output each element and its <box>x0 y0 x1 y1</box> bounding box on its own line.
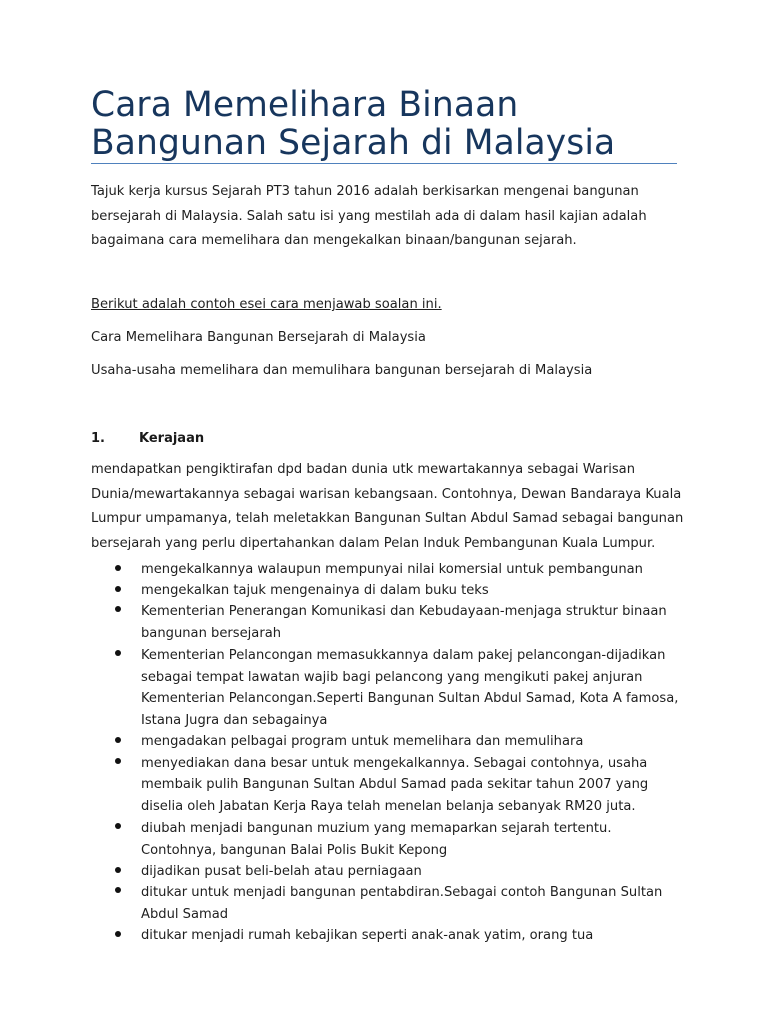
list-item: ditukar untuk menjadi bangunan pentabdiran.Sebagai contoh Bangunan Sultan Abdul Samad <box>115 882 685 926</box>
bullet-icon <box>115 606 121 612</box>
essay-subtitle: Usaha-usaha memelihara dan memulihara bangunan bersejarah di Malaysia <box>91 363 593 378</box>
section-heading: Kerajaan <box>139 431 205 446</box>
bullet-icon <box>115 931 121 937</box>
bullet-icon <box>115 867 121 873</box>
list-item: mengekalkannya walaupun mempunyai nilai komersial untuk pembangunan <box>115 560 685 581</box>
section-body: mendapatkan pengiktirafan dpd badan dunia utk mewartakannya sebagai Warisan Dunia/mewartakannya sebagai warisan kebangsaan. Contohnya, Dewan Bandaraya Kuala Lumpur umpamanya, telah meletakkan Bangunan Sultan Abdul Samad sebagai bangunan bersejarah yang perlu dipertahankan dalam Pelan Induk Pembangunan Kuala Lumpur. <box>91 462 684 552</box>
list-item: mengadakan pelbagai program untuk memelihara dan memulihara <box>115 732 685 753</box>
bullet-list <box>115 560 685 946</box>
page-title: Cara Memelihara Binaan Bangunan Sejarah di Malaysia <box>91 85 616 163</box>
list-item: mengekalkan tajuk mengenainya di dalam buku teks <box>115 581 685 602</box>
bullet-icon <box>115 565 121 571</box>
list-item: dijadikan pusat beli-belah atau perniagaan <box>115 862 685 883</box>
list-item: Kementerian Pelancongan memasukkannya dalam pakej pelancongan-dijadikan sebagai tempat lawatan wajib bagi pelancong yang mengikuti pakej anjuran Kementerian Pelancongan.Seperti Bangunan Sultan Abdul Samad, Kota A famosa, Istana Jugra dan sebagainya <box>115 645 685 732</box>
section-number: 1. <box>91 431 105 446</box>
bullet-icon <box>115 737 121 743</box>
list-item: diubah menjadi bangunan muzium yang memaparkan sejarah tertentu. Contohnya, bangunan Balai Polis Bukit Kepong <box>115 818 685 862</box>
list-item: Kementerian Penerangan Komunikasi dan Kebudayaan-menjaga struktur binaan bangunan bersejarah <box>115 601 685 645</box>
bullet-icon <box>115 887 121 893</box>
bullet-icon <box>115 650 121 656</box>
list-item: menyediakan dana besar untuk mengekalkannya. Sebagai contohnya, usaha membaik pulih Bangunan Sultan Abdul Samad pada sekitar tahun 2007 yang diselia oleh Jabatan Kerja Raya telah menelan belanja sebanyak RM20 juta. <box>115 753 685 818</box>
bullet-icon <box>115 586 121 592</box>
list-item: ditukar menjadi rumah kebajikan seperti anak-anak yatim, orang tua <box>115 926 685 947</box>
bullet-icon <box>115 823 121 829</box>
title-underline <box>91 163 677 164</box>
example-note: Berikut adalah contoh esei cara menjawab soalan ini. <box>91 297 442 312</box>
intro-paragraph: Tajuk kerja kursus Sejarah PT3 tahun 2016 adalah berkisarkan mengenai bangunan bersejarah di Malaysia. Salah satu isi yang mestilah ada di dalam hasil kajian adalah bagaimana cara memelihara dan mengekalkan binaan/bangunan sejarah. <box>91 184 647 249</box>
essay-title: Cara Memelihara Bangunan Bersejarah di Malaysia <box>91 330 426 345</box>
bullet-icon <box>115 758 121 764</box>
